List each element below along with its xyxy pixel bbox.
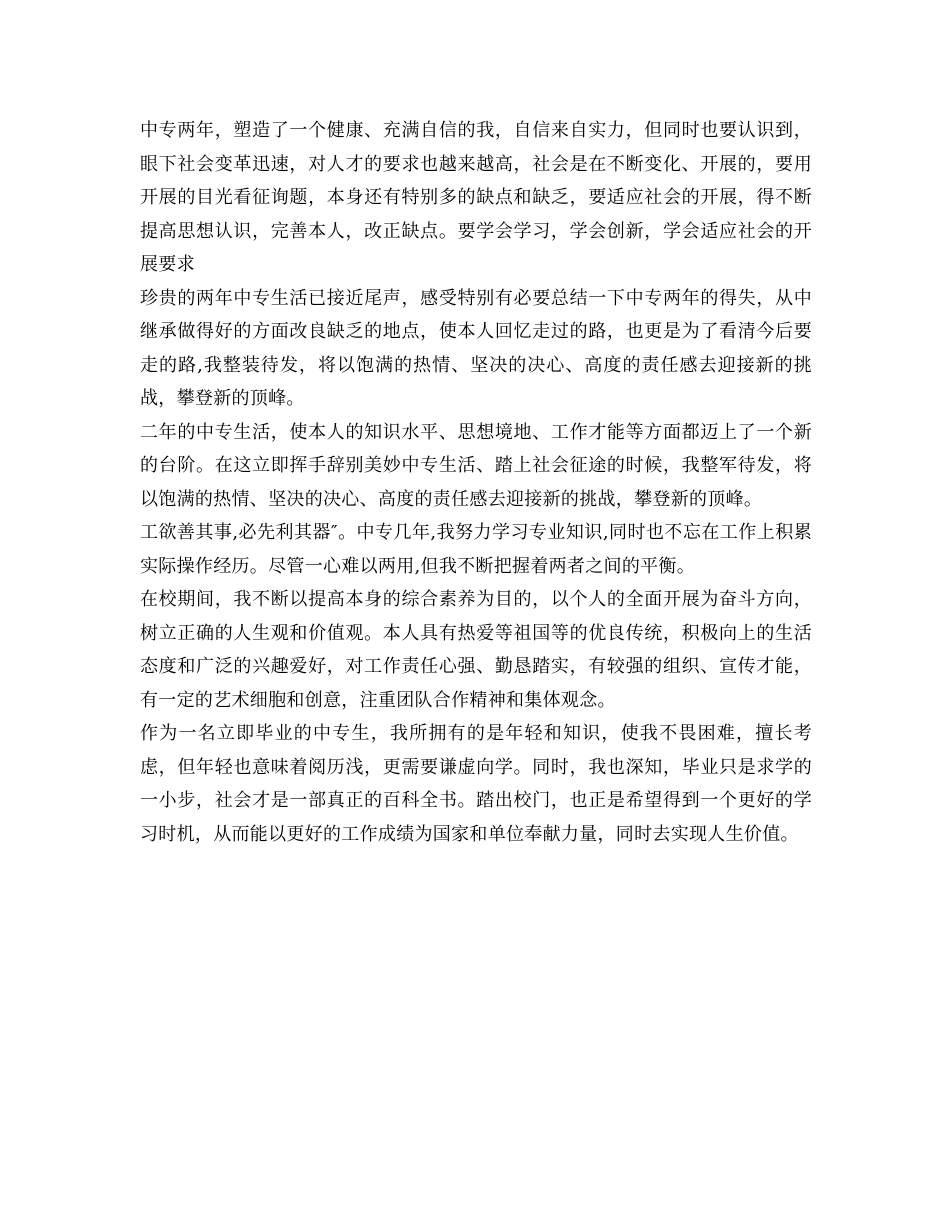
paragraph-5: 在校期间，我不断以提高本身的综合素养为目的，以个人的全面开展为奋斗方向，树立正确的人生观和价值观。本人具有热爱等祖国等的优良传统，积极向上的生活态度和广泛的兴趣爱好，对工作责任心强、勤恳踏实，有较强的组织、宣传才能，有一定的艺术细胞和创意，注重团队合作精神和集体观念。 — [140, 589, 812, 711]
paragraph-3: 二年的中专生活，使本人的知识水平、思想境地、工作才能等方面都迈上了一个新的台阶。在这立即挥手辞别美妙中专生活、踏上社会征途的时候，我整军待发，将以饱满的热情、坚决的决心、高度的责任感去迎接新的挑战，攀登新的顶峰。 — [140, 421, 812, 510]
paragraph-4: 工欲善其事,必先利其器″。中专几年,我努力学习专业知识,同时也不忘在工作上积累实际操作经历。尽管一心难以两用,但我不断把握着两者之间的平衡。 — [140, 522, 812, 577]
paragraph-6: 作为一名立即毕业的中专生，我所拥有的是年轻和知识，使我不畏困难，擅长考虑，但年轻也意味着阅历浅，更需要谦虚向学。同时，我也深知，毕业只是求学的一小步，社会才是一部真正的百科全书。踏出校门，也正是希望得到一个更好的学习时机，从而能以更好的工作成绩为国家和单位奉献力量，同时去实现人生价值。 — [140, 723, 812, 845]
paragraph-2: 珍贵的两年中专生活已接近尾声，感受特别有必要总结一下中专两年的得失，从中继承做得好的方面改良缺乏的地点，使本人回忆走过的路，也更是为了看清今后要走的路,我整装待发，将以饱满的热情、坚决的决心、高度的责任感去迎接新的挑战，攀登新的顶峰。 — [140, 287, 812, 409]
document-body — [140, 114, 812, 851]
paragraph-1: 中专两年，塑造了一个健康、充满自信的我，自信来自实力，但同时也要认识到，眼下社会变革迅速，对人才的要求也越来越高，社会是在不断变化、开展的，要用开展的目光看征询题，本身还有特别多的缺点和缺乏，要适应社会的开展，得不断提高思想认识，完善本人，改正缺点。要学会学习，学会创新，学会适应社会的开展要求 — [140, 120, 812, 275]
